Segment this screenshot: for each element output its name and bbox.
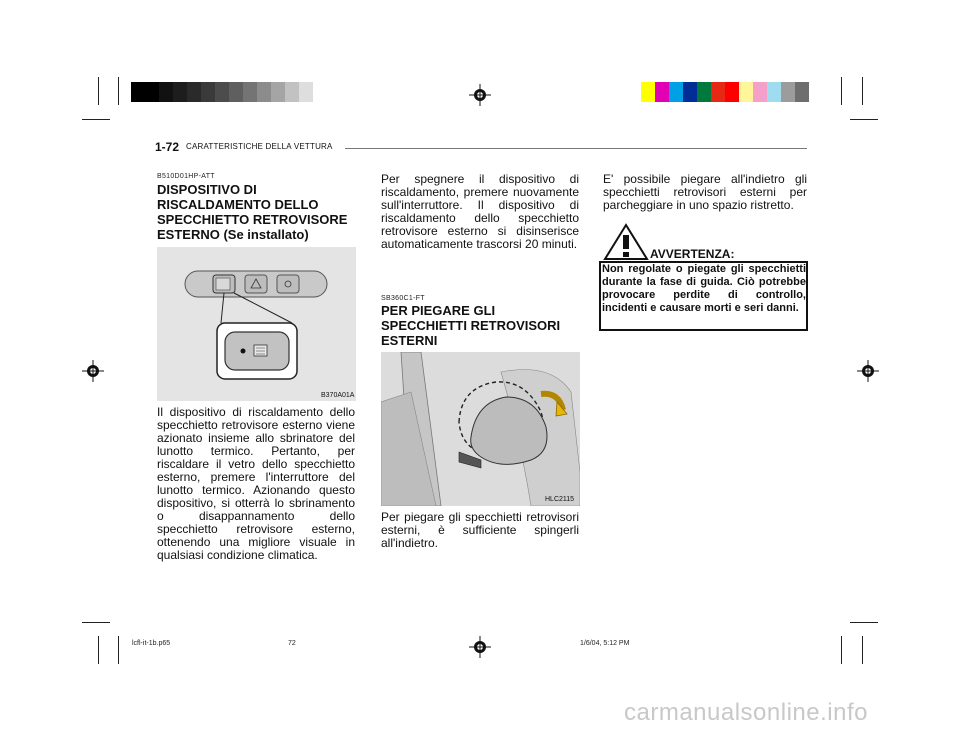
registration-mark-icon	[857, 360, 879, 382]
warning-title: AVVERTENZA:	[650, 247, 735, 261]
figure-label: B370A01A	[321, 392, 355, 399]
warning-text: Non regolate o piegate gli specchietti durante la fase di guida. Ciò potrebbe provocare perdite di controllo, incidenti e causare morti e seri danni.	[602, 263, 806, 314]
gray-swatch	[201, 82, 215, 102]
heater-switch-illustration	[157, 247, 356, 401]
color-swatch	[683, 82, 697, 102]
section-title: CARATTERISTICHE DELLA VETTURA	[186, 142, 333, 151]
color-swatch	[781, 82, 795, 102]
registration-mark-icon	[82, 360, 104, 382]
body-paragraph: E' possibile piegare all'indietro gli specchietti retrovisori esterni per parcheggiare in uno spazio ristretto.	[603, 172, 807, 212]
body-paragraph: Per piegare gli specchietti retrovisori esterni, è sufficiente spingerli all'indietro.	[381, 510, 579, 550]
body-paragraph: Il dispositivo di riscaldamento dello specchietto retrovisore esterno viene azionato insieme allo sbrinatore del lunotto termico. Pertanto, per riscaldare il vetro dello specchietto esterno, premere l'interruttore del lunotto termico. Azionando questo dispositivo, si otterrà lo sbrinamento o disappannamento dello specchietto retrovisore esterno, ottenendo una migliore visuale in qualsiasi condizione climatica.	[157, 405, 355, 562]
footer-filename: lcfl-it-1b.p65	[132, 640, 171, 647]
color-swatch	[697, 82, 711, 102]
gray-swatch	[229, 82, 243, 102]
color-swatch	[753, 82, 767, 102]
gray-swatch	[243, 82, 257, 102]
gray-swatch	[299, 82, 313, 102]
gray-swatch	[187, 82, 201, 102]
intro-paragraph: Per spegnere il dispositivo di riscaldamento, premere nuovamente sull'interruttore. Il dispositivo di riscaldamento dello specchietto retrovisore esterno si disinserisce automaticamente trascorsi 20 minuti.	[381, 172, 579, 251]
gray-swatch	[271, 82, 285, 102]
page-number: 1-72	[155, 140, 180, 154]
gray-swatch	[131, 82, 145, 102]
figure-label: HLC2115	[545, 496, 575, 503]
registration-mark-icon	[469, 84, 491, 106]
gray-swatch	[173, 82, 187, 102]
section-heading: DISPOSITIVO DI RISCALDAMENTO DELLO SPECCHIETTO RETROVISORE ESTERNO (Se installato)	[157, 182, 348, 242]
header-divider	[345, 148, 807, 149]
folding-mirror-illustration	[381, 352, 580, 506]
color-swatch	[669, 82, 683, 102]
section-code: SB360C1-FT	[381, 295, 425, 302]
gray-swatch	[145, 82, 159, 102]
watermark: carmanualsonline.info	[624, 699, 868, 726]
color-swatch	[795, 82, 809, 102]
section-code: B510D01HP-ATT	[157, 173, 215, 180]
color-calibration-bar	[641, 82, 809, 102]
gray-swatch	[313, 82, 327, 102]
color-swatch	[739, 82, 753, 102]
gray-swatch	[159, 82, 173, 102]
color-swatch	[711, 82, 725, 102]
footer-timestamp: 1/6/04, 5:12 PM	[580, 640, 630, 647]
gray-calibration-bar	[131, 82, 327, 102]
gray-swatch	[285, 82, 299, 102]
color-swatch	[641, 82, 655, 102]
gray-swatch	[215, 82, 229, 102]
color-swatch	[767, 82, 781, 102]
gray-swatch	[257, 82, 271, 102]
registration-mark-icon	[469, 636, 491, 658]
footer-page: 72	[288, 640, 296, 647]
color-swatch	[725, 82, 739, 102]
color-swatch	[655, 82, 669, 102]
section-heading: PER PIEGARE GLI SPECCHIETTI RETROVISORI ESTERNI	[381, 303, 561, 348]
warning-triangle-icon	[603, 223, 649, 261]
